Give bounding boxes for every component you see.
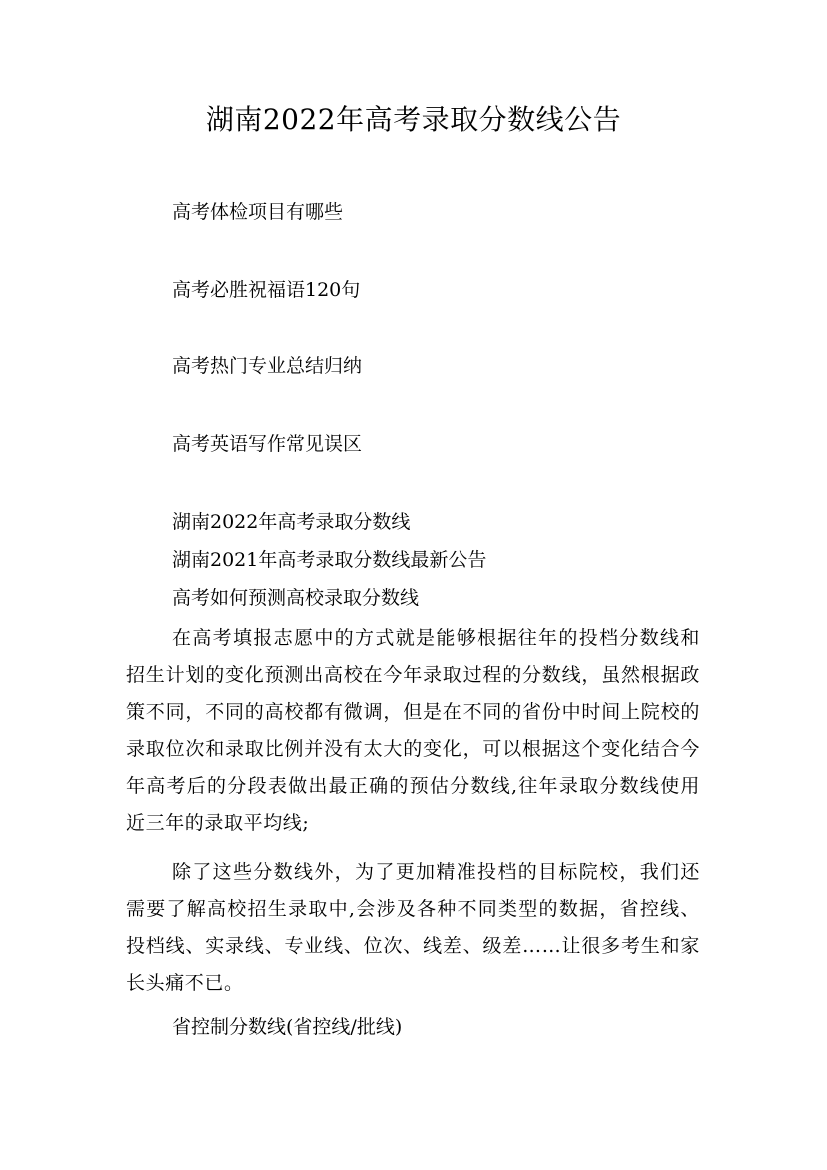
related-link-english-writing[interactable]: 高考英语写作常见误区 xyxy=(172,433,363,455)
document-title: 湖南2022年高考录取分数线公告 xyxy=(205,103,622,136)
paragraph-score-types: 除了这些分数线外，为了更加精准投档的目标院校，我们还需要了解高校招生录取中,会涉及各种不同类型的数据，省控线、投档线、实录线、专业线、位次、线差、级差……让很多考生和家长头痛不已。 xyxy=(126,861,700,994)
heading-predict-scores: 高考如何预测高校录取分数线 xyxy=(172,587,420,609)
paragraph-prediction-method: 在高考填报志愿中的方式就是能够根据往年的投档分数线和招生计划的变化预测出高校在今年录取过程的分数线，虽然根据政策不同，不同的高校都有微调，但是在不同的省份中时间上院校的录取位次和录取比例并没有太大的变化，可以根据这个变化结合今年高考后的分段表做出最正确的预估分数线,往年录取分数线使用近三年的录取平均线; xyxy=(126,627,700,834)
related-link-health-check[interactable]: 高考体检项目有哪些 xyxy=(172,201,344,223)
related-link-popular-majors[interactable]: 高考热门专业总结归纳 xyxy=(172,355,363,377)
heading-hunan-2022: 湖南2022年高考录取分数线 xyxy=(172,511,411,533)
subheading-provincial-control-line: 省控制分数线(省控线/批线) xyxy=(172,1016,403,1038)
related-link-blessings[interactable]: 高考必胜祝福语120句 xyxy=(172,279,361,301)
heading-hunan-2021: 湖南2021年高考录取分数线最新公告 xyxy=(172,549,487,571)
